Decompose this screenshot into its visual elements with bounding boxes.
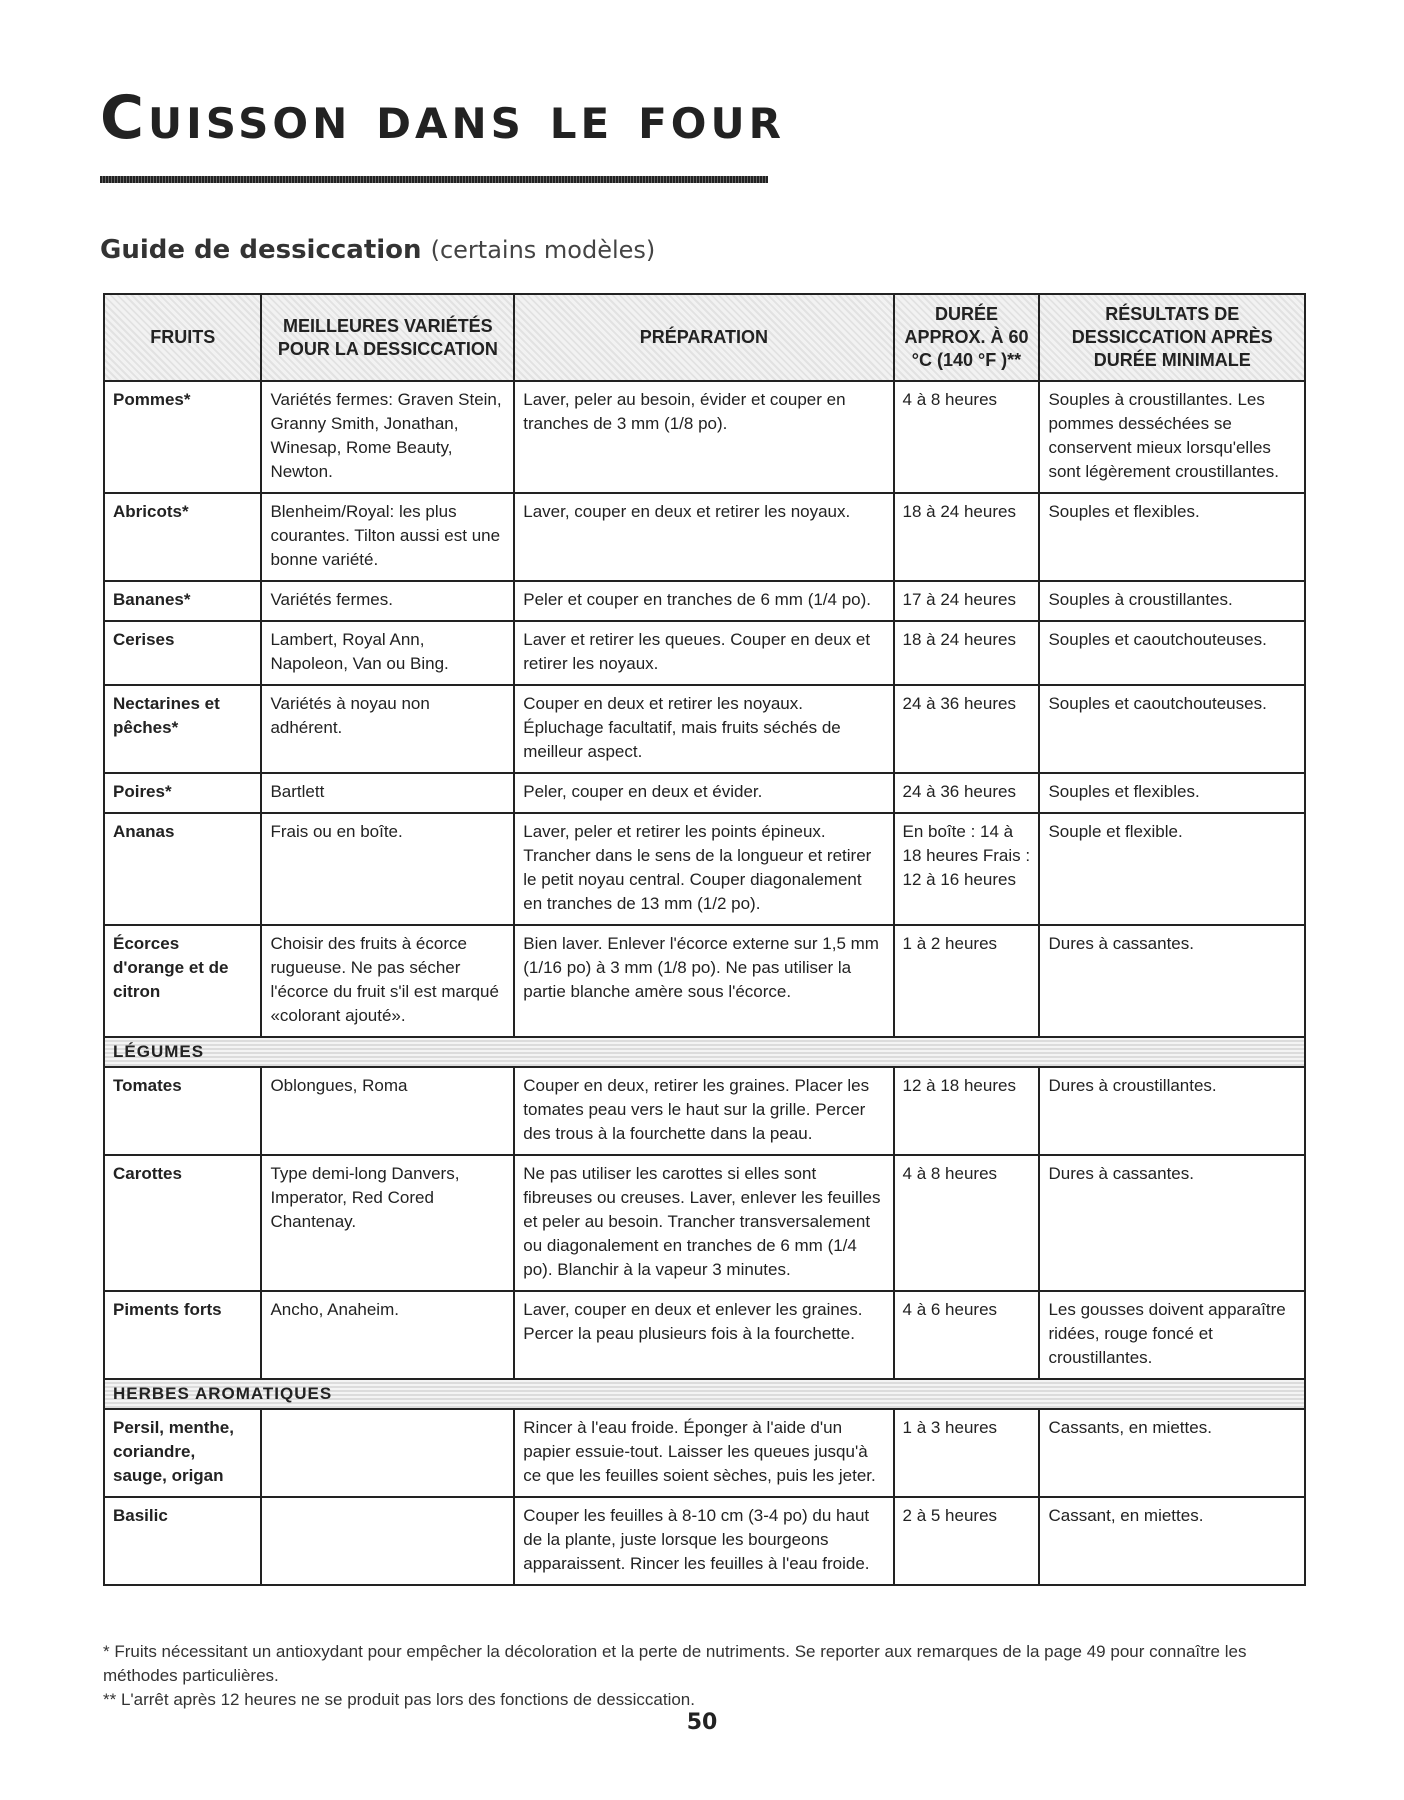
approx-duration-cell: 12 à 18 heures [894,1067,1040,1155]
subtitle-main: Guide de dessiccation [100,235,422,265]
section-label: LÉGUMES [104,1037,1305,1067]
approx-duration-cell: En boîte : 14 à 18 heures Frais : 12 à 16 heures [894,813,1040,925]
header-varieties: MEILLEURES VARIÉTÉS POUR LA DESSICCATION [261,294,514,381]
drying-result-cell: Les gousses doivent apparaître ridées, rouge foncé et croustillantes. [1039,1291,1305,1379]
best-varieties-cell: Ancho, Anaheim. [261,1291,514,1379]
best-varieties-cell: Frais ou en boîte. [261,813,514,925]
drying-result-cell: Souple et flexible. [1039,813,1305,925]
preparation-cell: Couper en deux, retirer les graines. Placer les tomates peau vers le haut sur la grille. Percer des trous à la fourchette dans la peau. [514,1067,893,1155]
drying-result-cell: Dures à cassantes. [1039,925,1305,1037]
footnotes [103,1640,1313,1712]
footnote-antioxidant: * Fruits nécessitant un antioxydant pour empêcher la décoloration et la perte de nutriments. Se reporter aux remarques de la page 49 pour connaître les méthodes particulières. [103,1642,1247,1685]
table-row [104,1067,1305,1155]
section-row [104,1037,1305,1067]
best-varieties-cell: Choisir des fruits à écorce rugueuse. Ne pas sécher l'écorce du fruit s'il est marqué «colorant ajouté». [261,925,514,1037]
table-row [104,685,1305,773]
table-row [104,581,1305,621]
best-varieties-cell [261,1409,514,1497]
item-name-cell: Tomates [104,1067,261,1155]
item-name-cell: Carottes [104,1155,261,1291]
item-name-cell: Écorces d'orange et de citron [104,925,261,1037]
item-name-cell: Abricots* [104,493,261,581]
header-fruits: FRUITS [104,294,261,381]
best-varieties-cell: Lambert, Royal Ann, Napoleon, Van ou Bing. [261,621,514,685]
preparation-cell: Couper les feuilles à 8-10 cm (3-4 po) du haut de la plante, juste lorsque les bourgeons apparaissent. Rincer les feuilles à l'eau froide. [514,1497,893,1585]
preparation-cell: Bien laver. Enlever l'écorce externe sur 1,5 mm (1/16 po) à 3 mm (1/8 po). Ne pas utiliser la partie blanche amère sous l'écorce. [514,925,893,1037]
preparation-cell: Ne pas utiliser les carottes si elles sont fibreuses ou creuses. Laver, enlever les feuilles et peler au besoin. Trancher transversalement ou diagonalement en tranches de 6 mm (1/4 po). Blanchir à la vapeur 3 minutes. [514,1155,893,1291]
drying-result-cell: Cassants, en miettes. [1039,1409,1305,1497]
item-name-cell: Pommes* [104,381,261,493]
drying-result-cell: Dures à cassantes. [1039,1155,1305,1291]
approx-duration-cell: 24 à 36 heures [894,773,1040,813]
approx-duration-cell: 1 à 3 heures [894,1409,1040,1497]
item-name-cell: Nectarines et pêches* [104,685,261,773]
preparation-cell: Couper en deux et retirer les noyaux. Épluchage facultatif, mais fruits séchés de meilleur aspect. [514,685,893,773]
drying-result-cell: Souples à croustillantes. Les pommes desséchées se conservent mieux lorsqu'elles sont légèrement croustillantes. [1039,381,1305,493]
best-varieties-cell: Blenheim/Royal: les plus courantes. Tilton aussi est une bonne variété. [261,493,514,581]
approx-duration-cell: 4 à 8 heures [894,381,1040,493]
approx-duration-cell: 4 à 6 heures [894,1291,1040,1379]
table-row [104,381,1305,493]
item-name-cell: Poires* [104,773,261,813]
table-row [104,1497,1305,1585]
item-name-cell: Bananes* [104,581,261,621]
drying-guide-table [103,293,1306,1586]
drying-result-cell: Souples à croustillantes. [1039,581,1305,621]
table-row [104,925,1305,1037]
table-row [104,1291,1305,1379]
preparation-cell: Peler, couper en deux et évider. [514,773,893,813]
item-name-cell: Ananas [104,813,261,925]
page-number: 50 [686,1710,718,1735]
approx-duration-cell: 17 à 24 heures [894,581,1040,621]
approx-duration-cell: 24 à 36 heures [894,685,1040,773]
drying-result-cell: Souples et flexibles. [1039,493,1305,581]
table-row [104,1155,1305,1291]
preparation-cell: Rincer à l'eau froide. Éponger à l'aide d'un papier essuie-tout. Laisser les queues jusqu'à ce que les feuilles soient sèches, puis les jeter. [514,1409,893,1497]
page-title: Cuisson dans le four [100,83,785,153]
approx-duration-cell: 4 à 8 heures [894,1155,1040,1291]
best-varieties-cell: Type demi-long Danvers, Imperator, Red Cored Chantenay. [261,1155,514,1291]
preparation-cell: Laver, peler au besoin, évider et couper en tranches de 3 mm (1/8 po). [514,381,893,493]
best-varieties-cell [261,1497,514,1585]
header-duration: DURÉE APPROX. À 60 °C (140 °F )** [894,294,1040,381]
approx-duration-cell: 2 à 5 heures [894,1497,1040,1585]
table-row [104,621,1305,685]
item-name-cell: Basilic [104,1497,261,1585]
best-varieties-cell: Variétés fermes. [261,581,514,621]
drying-result-cell: Souples et caoutchouteuses. [1039,621,1305,685]
best-varieties-cell: Bartlett [261,773,514,813]
header-results: RÉSULTATS DE DESSICCATION APRÈS DURÉE MINIMALE [1039,294,1305,381]
drying-result-cell: Souples et flexibles. [1039,773,1305,813]
subtitle-qualifier: (certains modèles) [430,236,656,264]
header-preparation: PRÉPARATION [514,294,893,381]
table-row [104,773,1305,813]
table-row [104,813,1305,925]
preparation-cell: Laver, couper en deux et enlever les graines. Percer la peau plusieurs fois à la fourchette. [514,1291,893,1379]
drying-result-cell: Souples et caoutchouteuses. [1039,685,1305,773]
table-header-row [104,294,1305,381]
drying-result-cell: Cassant, en miettes. [1039,1497,1305,1585]
best-varieties-cell: Variétés fermes: Graven Stein, Granny Smith, Jonathan, Winesap, Rome Beauty, Newton. [261,381,514,493]
table-body [104,381,1305,1585]
section-row [104,1379,1305,1409]
preparation-cell: Laver et retirer les queues. Couper en deux et retirer les noyaux. [514,621,893,685]
approx-duration-cell: 18 à 24 heures [894,621,1040,685]
approx-duration-cell: 1 à 2 heures [894,925,1040,1037]
section-label: HERBES AROMATIQUES [104,1379,1305,1409]
footnote-auto-off: ** L'arrêt après 12 heures ne se produit pas lors des fonctions de dessiccation. [103,1690,695,1709]
preparation-cell: Peler et couper en tranches de 6 mm (1/4 po). [514,581,893,621]
table-row [104,1409,1305,1497]
approx-duration-cell: 18 à 24 heures [894,493,1040,581]
drying-result-cell: Dures à croustillantes. [1039,1067,1305,1155]
section-subtitle [100,235,655,266]
title-underline [100,176,768,183]
best-varieties-cell: Variétés à noyau non adhérent. [261,685,514,773]
table-row [104,493,1305,581]
preparation-cell: Laver, peler et retirer les points épineux. Trancher dans le sens de la longueur et retirer le petit noyau central. Couper diagonalement en tranches de 13 mm (1/2 po). [514,813,893,925]
item-name-cell: Persil, menthe, coriandre, sauge, origan [104,1409,261,1497]
item-name-cell: Piments forts [104,1291,261,1379]
item-name-cell: Cerises [104,621,261,685]
preparation-cell: Laver, couper en deux et retirer les noyaux. [514,493,893,581]
best-varieties-cell: Oblongues, Roma [261,1067,514,1155]
